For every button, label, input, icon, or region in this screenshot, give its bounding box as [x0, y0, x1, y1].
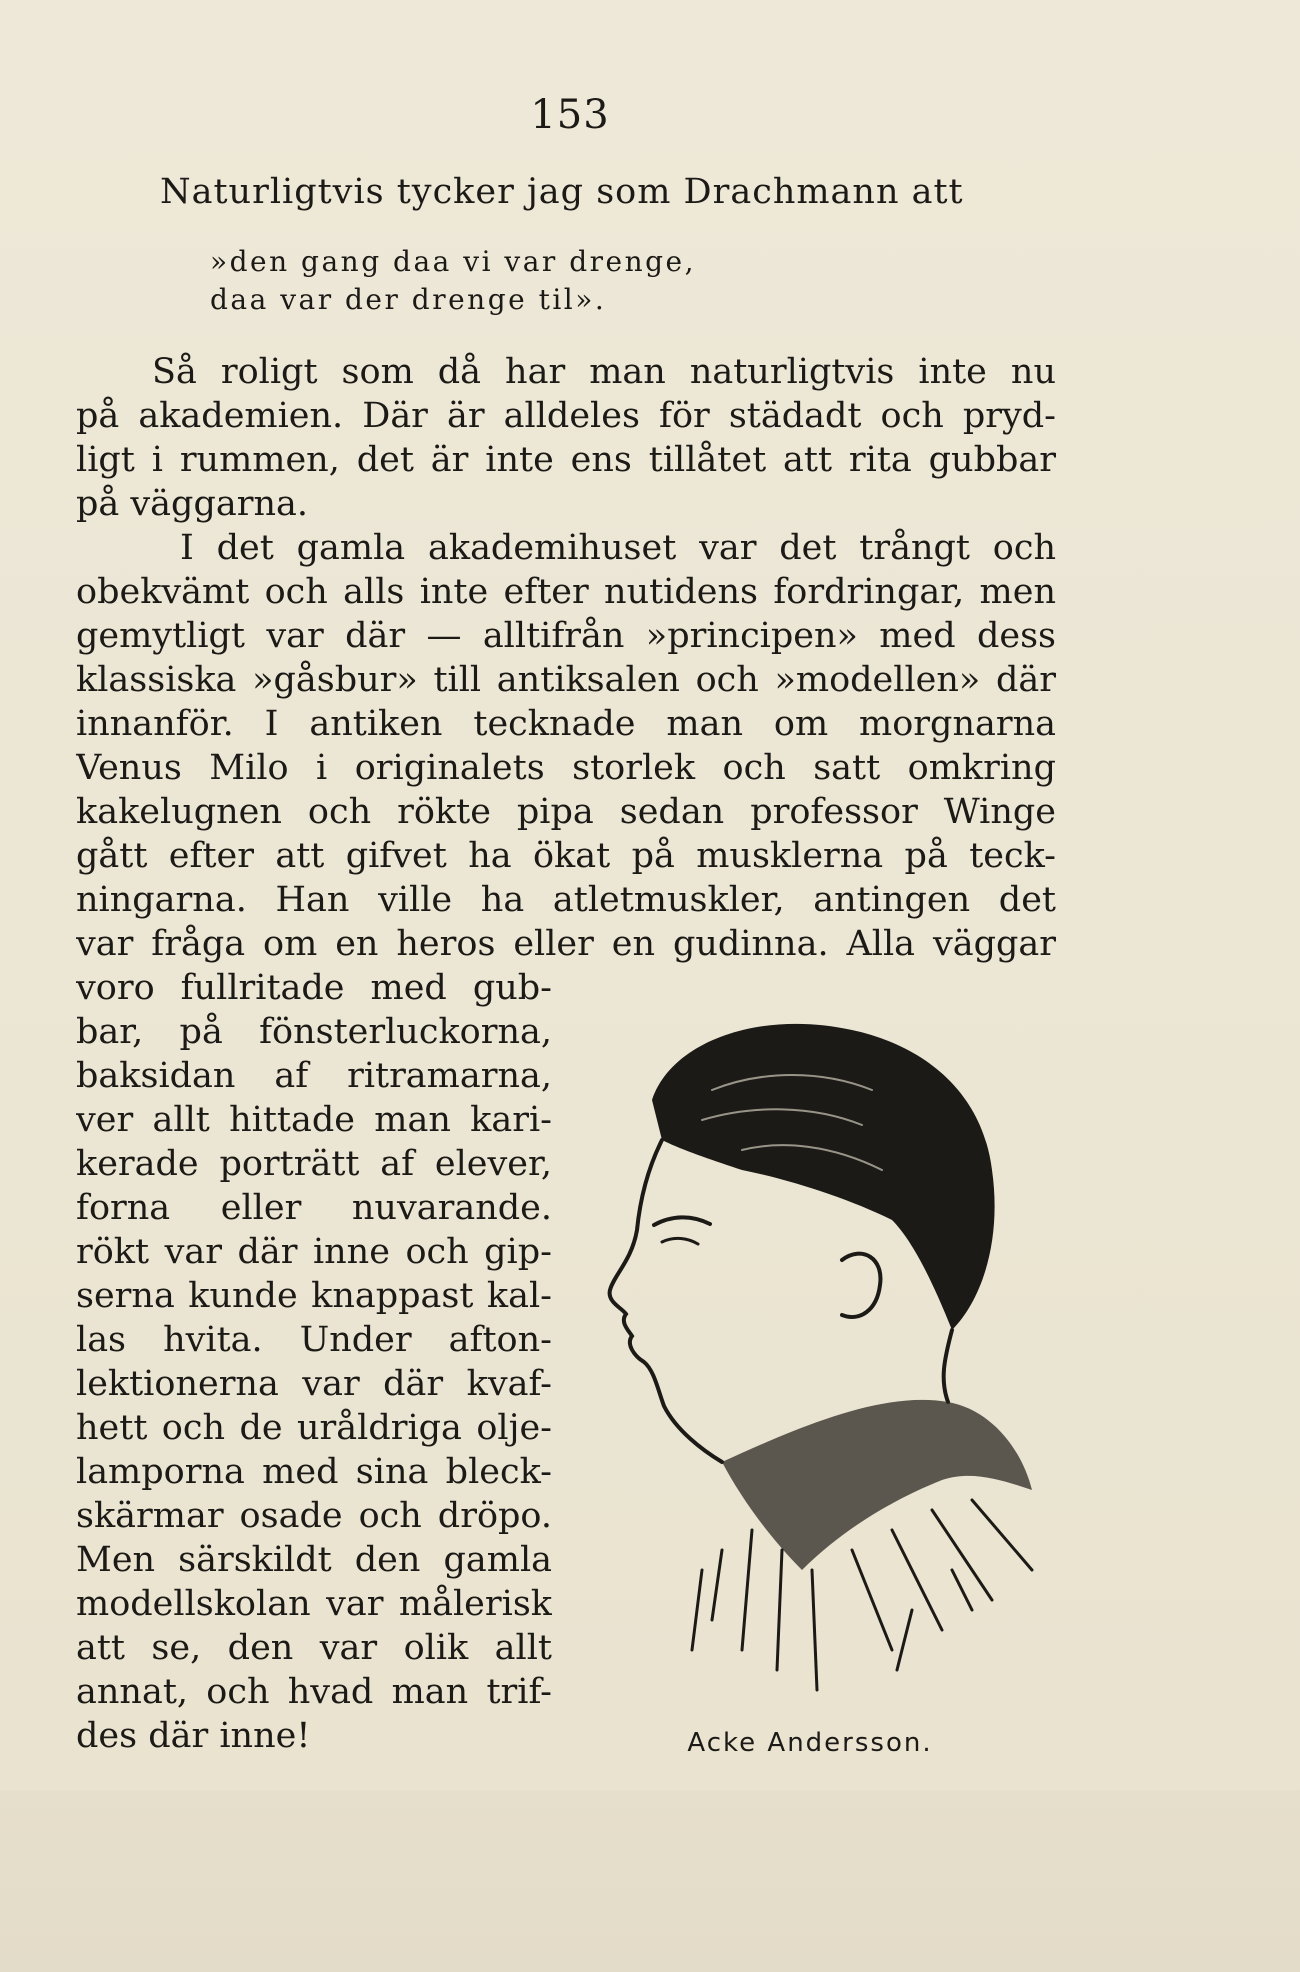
quote-line: »den gang daa vi var drenge,	[210, 245, 697, 278]
text-line: var fråga om en heros eller en gudinna. Alla väggar	[76, 924, 1056, 964]
paragraph-2	[76, 526, 1056, 966]
paragraph-2-narrow-column	[76, 966, 552, 1758]
text-line: hett och de uråldriga olje-	[76, 1408, 552, 1448]
text-line: bar, på fönsterluckorna,	[76, 1012, 552, 1052]
text-line: Venus Milo i originalets storlek och satt omkring	[76, 748, 1056, 788]
text-line: Så roligt som då har man naturligtvis inte nu	[152, 352, 1056, 392]
portrait-sketch	[592, 1010, 1062, 1700]
text-line: las hvita. Under afton-	[76, 1320, 552, 1360]
text-line: på väggarna.	[76, 484, 308, 524]
text-line: gått efter att gifvet ha ökat på musklerna på teck-	[76, 836, 1056, 876]
text-line: ningarna. Han ville ha atletmuskler, antingen det	[76, 880, 1056, 920]
text-line: Men särskildt den gamla	[76, 1540, 552, 1580]
paragraph-1	[76, 350, 1056, 526]
text-line: I det gamla akademihuset var det trångt och	[180, 528, 1056, 568]
page-number: 153	[530, 92, 610, 138]
text-line: baksidan af ritramarna,	[76, 1056, 552, 1096]
page-bottom-shadow	[0, 1790, 1300, 1972]
face-profile	[610, 1140, 722, 1462]
text-line: lektionerna var där kvaf-	[76, 1364, 552, 1404]
collar	[722, 1400, 1032, 1570]
text-line: ligt i rummen, det är inte ens tillåtet att rita gubbar	[76, 440, 1056, 480]
text-line: annat, och hvad man trif-	[76, 1672, 552, 1712]
text-line: gemytligt var där — alltifrån »principen» med dess	[76, 616, 1056, 656]
text-line: forna eller nuvarande.	[76, 1188, 552, 1228]
text-line: ver allt hittade man kari-	[76, 1100, 552, 1140]
hair	[652, 1024, 995, 1330]
portrait-caption: Acke Andersson.	[687, 1728, 933, 1758]
text-line: rökt var där inne och gip-	[76, 1232, 552, 1272]
text-line: skärmar osade och dröpo.	[76, 1496, 552, 1536]
text-line: kerade porträtt af elever,	[76, 1144, 552, 1184]
text-line: kakelugnen och rökte pipa sedan professor Winge	[76, 792, 1056, 832]
text-line: modellskolan var målerisk	[76, 1584, 552, 1624]
text-line: obekvämt och alls inte efter nutidens fordringar, men	[76, 572, 1056, 612]
text-line: innanför. I antiken tecknade man om morgnarna	[76, 704, 1056, 744]
text-line: serna kunde knappast kal-	[76, 1276, 552, 1316]
text-line: voro fullritade med gub-	[76, 968, 552, 1008]
text-line: att se, den var olik allt	[76, 1628, 552, 1668]
quote-line: daa var der drenge til».	[210, 283, 607, 316]
text-line: des där inne!	[76, 1716, 311, 1756]
intro-line: Naturligtvis tycker jag som Drachmann att	[160, 172, 964, 212]
text-line: på akademien. Där är alldeles för städadt och pryd-	[76, 396, 1056, 436]
text-line: lamporna med sina bleck-	[76, 1452, 552, 1492]
text-line: klassiska »gåsbur» till antiksalen och »modellen» där	[76, 660, 1056, 700]
